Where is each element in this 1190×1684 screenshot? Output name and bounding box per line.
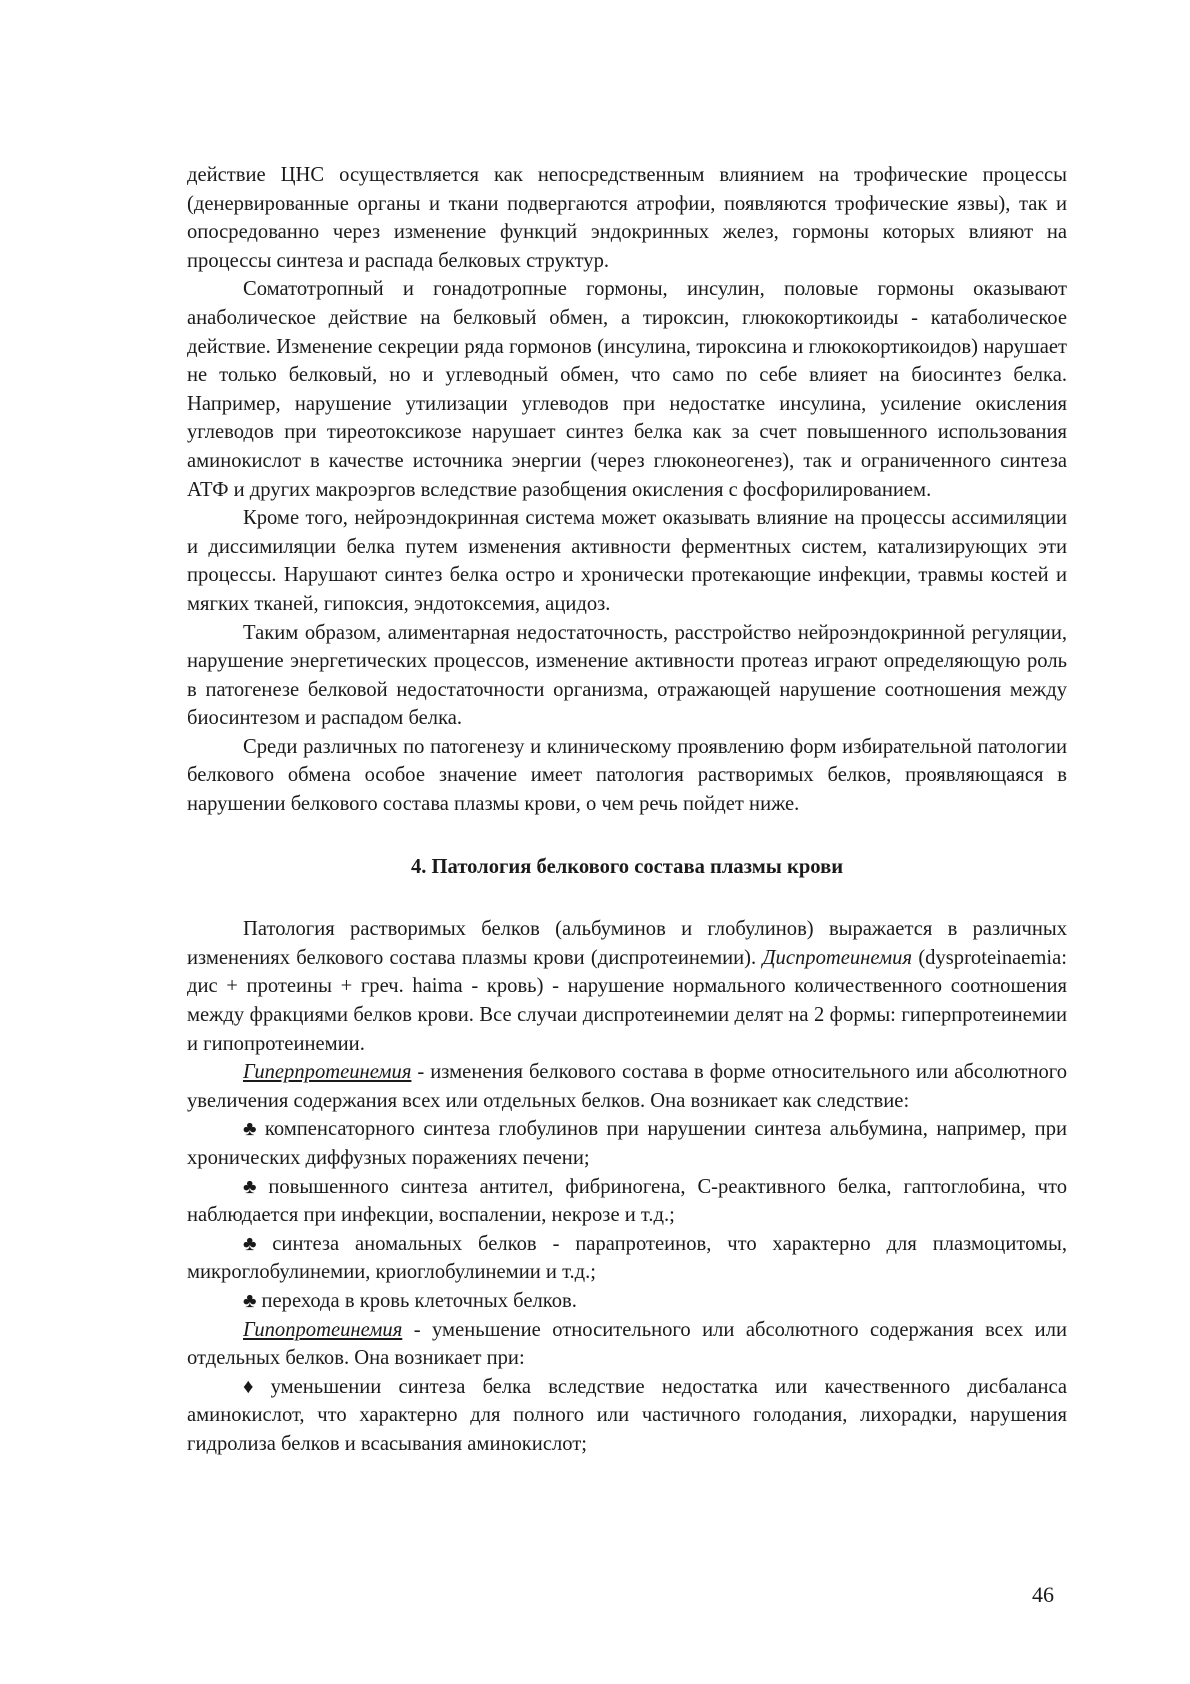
paragraph: действие ЦНС осуществляется как непосредственным влиянием на трофические процессы (денервированные органы и ткани подвергаются атрофии, появляются трофические язвы), так и опосредованно через изменение функций эндокринных желез, гормоны которых влияют на процессы синтеза и распада белковых структур. [187, 164, 1067, 272]
bullet-item [187, 1173, 1067, 1230]
term-hypoproteinemia: Гипопротеинемия [243, 1318, 403, 1341]
term-hyperproteinemia: Гиперпротеинемия [243, 1061, 412, 1084]
paragraph: Среди различных по патогенезу и клиническому проявлению форм избирательной патологии белкового обмена особое значение имеет патология растворимых белков, проявляющаяся в нарушении белкового состава плазмы крови, о чем речь пойдет ниже. [187, 735, 1067, 816]
bullet-text: повышенного синтеза антител, фибриногена, С-реактивного белка, гаптоглобина, что наблюдается при инфекции, воспалении, некрозе и т.д.; [187, 1175, 1067, 1227]
term-dysproteinemia: Диспротеинемия [762, 946, 913, 969]
hyper-definition-text: - изменения белкового состава в форме относительного или абсолютного увеличения содержания всех или отдельных белков. Она возникает как следствие: [187, 1061, 1067, 1112]
bullet-item [187, 1230, 1067, 1287]
club-bullet-icon: ♣ [243, 1175, 264, 1198]
club-bullet-icon: ♣ [243, 1118, 260, 1141]
paragraph: Таким образом, алиментарная недостаточность, расстройство нейроэндокринной регуляции, нарушение энергетических процессов, изменение активности протеаз играют определяющую роль в патогенезе белковой недостаточности организма, отражающей нарушение соотношения между биосинтезом и распадом белка. [187, 621, 1067, 730]
club-bullet-icon: ♣ [243, 1232, 268, 1255]
bullet-text: перехода в кровь клеточных белков. [261, 1289, 577, 1312]
club-bullet-icon: ♣ [243, 1289, 257, 1312]
bullet-text: синтеза аномальных белков - парапротеинов, что характерно для плазмоцитомы, микроглобулинемии, криоглобулинемии и т.д.; [187, 1232, 1068, 1284]
intro-paragraph [187, 915, 1067, 1058]
hypo-definition-text: - уменьшение относительного или абсолютного содержания всех или отдельных белков. Она возникает при: [187, 1318, 1067, 1370]
diamond-bullet-icon: ♦ [243, 1375, 266, 1398]
section-heading: 4. Патология белкового состава плазмы крови [410, 855, 844, 878]
bullet-item [187, 1373, 1067, 1459]
paragraph: Кроме того, нейроэндокринная система может оказывать влияние на процессы ассимиляции и диссимиляции белка путем изменения активности ферментных систем, катализирующих эти процессы. Нарушают синтез белка остро и хронически протекающие инфекции, травмы костей и мягких тканей, гипоксия, эндотоксемия, ацидоз. [187, 507, 1067, 615]
bullet-text: уменьшении синтеза белка вследствие недостатка или качественного дисбаланса аминокислот, что характерно для полного или частичного голодания, лихорадки, нарушения гидролиза белков и всасывания аминокислот; [187, 1375, 1067, 1455]
intro-text-before: Патология растворимых белков (альбуминов и глобулинов) выражается в различных изменениях белкового состава плазмы крови (диспротеинемии). [187, 918, 1067, 969]
page-content [187, 161, 1067, 1459]
intro-text-after: (dysproteinaemia: дис + протеины + греч. haima - кровь) - нарушение нормального количественного соотношения между фракциями белков крови. Все случаи диспротеинемии делят на 2 формы: гиперпротеинемии и гипопротеинемии. [187, 946, 1067, 1055]
hypoproteinemia-definition [187, 1316, 1067, 1373]
bullet-item [187, 1115, 1067, 1172]
bullet-text: компенсаторного синтеза глобулинов при нарушении синтеза альбумина, например, при хронических диффузных поражениях печени; [187, 1118, 1068, 1169]
bullet-item [187, 1287, 1067, 1316]
page-number: 46 [1032, 1582, 1054, 1607]
hyperproteinemia-definition [187, 1058, 1067, 1115]
paragraph: Соматотропный и гонадотропные гормоны, инсулин, половые гормоны оказывают анаболическое действие на белковый обмен, а тироксин, глюкокортикоиды - катаболическое действие. Изменение секреции ряда гормонов (инсулина, тироксина и глюкокортикоидов) нарушает не только белковый, но и углеводный обмен, что само по себе влияет на биосинтез белка. Например, нарушение утилизации углеводов при недостатке инсулина, усиление окисления углеводов при тиреотоксикозе нарушает синтез белка как за счет повышенного использования аминокислот в качестве источника энергии (через глюконеогенез), так и ограниченного синтеза АТФ и других макроэргов вследствие разобщения окисления с фосфорилированием. [187, 278, 1067, 501]
